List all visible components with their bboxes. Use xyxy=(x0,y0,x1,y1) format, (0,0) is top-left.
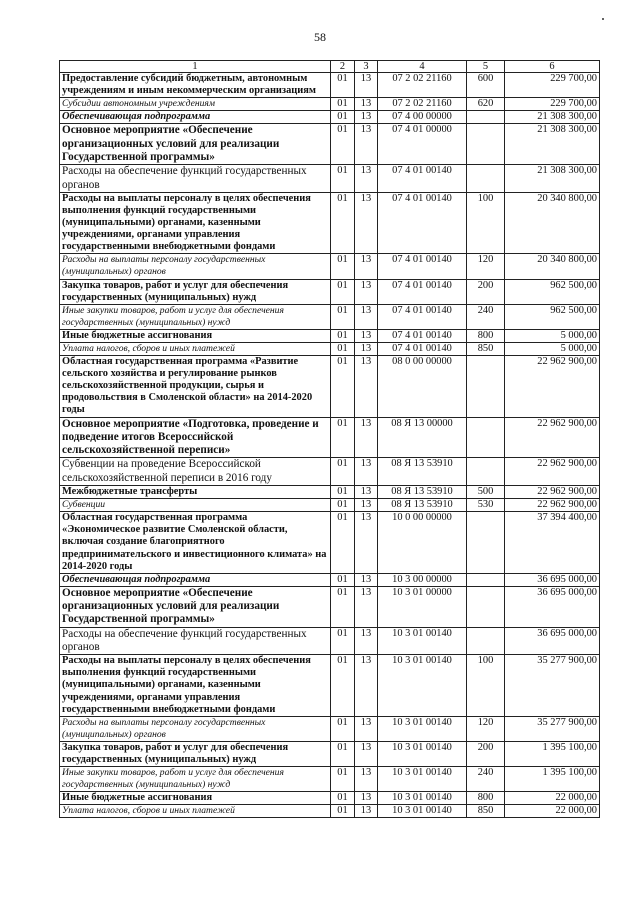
row-subsection-code: 13 xyxy=(355,512,378,573)
row-subsection-code: 13 xyxy=(355,792,378,805)
table-row xyxy=(60,573,600,586)
table-row xyxy=(60,192,600,253)
row-description: Иные закупки товаров, работ и услуг для обеспечения государственных (муниципальных) нужд xyxy=(60,304,331,329)
table-row xyxy=(60,655,600,716)
row-expense-type: 620 xyxy=(467,98,505,111)
row-target-article: 07 2 02 21160 xyxy=(378,73,467,98)
table-row xyxy=(60,165,600,193)
row-section-code: 01 xyxy=(331,124,355,165)
row-subsection-code: 13 xyxy=(355,486,378,499)
header-cell-col3: 3 xyxy=(355,61,378,73)
row-target-article: 08 Я 13 53910 xyxy=(378,486,467,499)
row-subsection-code: 13 xyxy=(355,417,378,458)
row-section-code: 01 xyxy=(331,329,355,342)
row-target-article: 10 3 00 00000 xyxy=(378,573,467,586)
row-expense-type: 800 xyxy=(467,792,505,805)
row-section-code: 01 xyxy=(331,573,355,586)
row-expense-type: 800 xyxy=(467,329,505,342)
row-subsection-code: 13 xyxy=(355,458,378,486)
row-description: Областная государственная программа «Экономическое развитие Смоленской области, включая создание благоприятного предпринимательского и инвестиционного климата» на 2014-2020 годы xyxy=(60,512,331,573)
row-description: Предоставление субсидий бюджетным, автономным учреждениям и иным некоммерческим организациям xyxy=(60,73,331,98)
table-row xyxy=(60,304,600,329)
row-target-article: 07 4 01 00140 xyxy=(378,165,467,193)
row-description: Расходы на выплаты персоналу государственных (муниципальных) органов xyxy=(60,716,331,741)
row-target-article: 07 4 01 00140 xyxy=(378,329,467,342)
row-section-code: 01 xyxy=(331,499,355,512)
row-section-code: 01 xyxy=(331,279,355,304)
row-section-code: 01 xyxy=(331,792,355,805)
row-amount: 20 340 800,00 xyxy=(505,192,600,253)
row-expense-type xyxy=(467,124,505,165)
row-expense-type: 600 xyxy=(467,73,505,98)
row-amount: 21 308 300,00 xyxy=(505,165,600,193)
row-section-code: 01 xyxy=(331,486,355,499)
table-row xyxy=(60,279,600,304)
row-subsection-code: 13 xyxy=(355,73,378,98)
row-target-article: 07 4 01 00000 xyxy=(378,124,467,165)
row-amount: 36 695 000,00 xyxy=(505,573,600,586)
row-target-article: 08 Я 13 00000 xyxy=(378,417,467,458)
table-row xyxy=(60,417,600,458)
table-row xyxy=(60,627,600,655)
row-subsection-code: 13 xyxy=(355,124,378,165)
row-subsection-code: 13 xyxy=(355,111,378,124)
table-row xyxy=(60,356,600,417)
row-target-article: 07 4 01 00140 xyxy=(378,304,467,329)
row-amount: 22 962 900,00 xyxy=(505,499,600,512)
row-description: Субсидии автономным учреждениям xyxy=(60,98,331,111)
row-section-code: 01 xyxy=(331,417,355,458)
table-row xyxy=(60,767,600,792)
row-expense-type: 240 xyxy=(467,767,505,792)
table-row xyxy=(60,254,600,279)
table-row xyxy=(60,486,600,499)
row-target-article: 10 0 00 00000 xyxy=(378,512,467,573)
row-section-code: 01 xyxy=(331,586,355,627)
row-target-article: 10 3 01 00140 xyxy=(378,767,467,792)
row-section-code: 01 xyxy=(331,165,355,193)
row-expense-type xyxy=(467,512,505,573)
row-subsection-code: 13 xyxy=(355,586,378,627)
row-subsection-code: 13 xyxy=(355,329,378,342)
row-section-code: 01 xyxy=(331,627,355,655)
row-description: Основное мероприятие «Обеспечение организационных условий для реализации Государственной программы» xyxy=(60,124,331,165)
row-target-article: 07 4 00 00000 xyxy=(378,111,467,124)
row-subsection-code: 13 xyxy=(355,342,378,355)
budget-table-body xyxy=(60,61,600,818)
row-target-article: 07 4 01 00140 xyxy=(378,192,467,253)
row-target-article: 07 4 01 00140 xyxy=(378,279,467,304)
row-description: Обеспечивающая подпрограмма xyxy=(60,111,331,124)
row-description: Основное мероприятие «Подготовка, проведение и подведение итогов Всероссийской сельскохозяйственной переписи» xyxy=(60,417,331,458)
header-cell-col2: 2 xyxy=(331,61,355,73)
row-expense-type xyxy=(467,111,505,124)
table-row xyxy=(60,586,600,627)
row-description: Уплата налогов, сборов и иных платежей xyxy=(60,805,331,818)
row-amount: 22 962 900,00 xyxy=(505,417,600,458)
row-subsection-code: 13 xyxy=(355,655,378,716)
row-description: Расходы на выплаты персоналу в целях обеспечения выполнения функций государственными (муниципальными) органами, казенными учреждениями, органами управления государственными внебюджетными фондами xyxy=(60,655,331,716)
row-amount: 229 700,00 xyxy=(505,98,600,111)
row-subsection-code: 13 xyxy=(355,627,378,655)
row-description: Межбюджетные трансферты xyxy=(60,486,331,499)
table-row xyxy=(60,329,600,342)
row-description: Основное мероприятие «Обеспечение организационных условий для реализации Государственной программы» xyxy=(60,586,331,627)
table-row xyxy=(60,73,600,98)
row-subsection-code: 13 xyxy=(355,573,378,586)
row-section-code: 01 xyxy=(331,741,355,766)
row-description: Субвенции на проведение Всероссийской сельскохозяйственной переписи в 2016 году xyxy=(60,458,331,486)
row-section-code: 01 xyxy=(331,805,355,818)
row-expense-type xyxy=(467,573,505,586)
row-target-article: 08 0 00 00000 xyxy=(378,356,467,417)
row-target-article: 10 3 01 00140 xyxy=(378,805,467,818)
row-expense-type: 120 xyxy=(467,716,505,741)
row-target-article: 10 3 01 00000 xyxy=(378,586,467,627)
header-cell-col1: 1 xyxy=(60,61,331,73)
row-expense-type: 100 xyxy=(467,655,505,716)
table-row xyxy=(60,716,600,741)
page-number: 58 xyxy=(314,30,326,44)
header-cell-col6: 6 xyxy=(505,61,600,73)
row-expense-type xyxy=(467,417,505,458)
row-expense-type xyxy=(467,458,505,486)
row-amount: 5 000,00 xyxy=(505,342,600,355)
row-amount: 22 962 900,00 xyxy=(505,458,600,486)
row-expense-type xyxy=(467,356,505,417)
row-target-article: 10 3 01 00140 xyxy=(378,792,467,805)
table-row xyxy=(60,512,600,573)
row-amount: 36 695 000,00 xyxy=(505,627,600,655)
row-section-code: 01 xyxy=(331,111,355,124)
row-expense-type: 240 xyxy=(467,304,505,329)
row-amount: 35 277 900,00 xyxy=(505,655,600,716)
row-expense-type: 500 xyxy=(467,486,505,499)
row-description: Субвенции xyxy=(60,499,331,512)
row-target-article: 10 3 01 00140 xyxy=(378,716,467,741)
row-amount: 1 395 100,00 xyxy=(505,741,600,766)
table-row xyxy=(60,124,600,165)
table-row xyxy=(60,499,600,512)
row-section-code: 01 xyxy=(331,98,355,111)
row-subsection-code: 13 xyxy=(355,499,378,512)
row-amount: 22 000,00 xyxy=(505,792,600,805)
header-cell-col4: 4 xyxy=(378,61,467,73)
row-subsection-code: 13 xyxy=(355,767,378,792)
row-target-article: 08 Я 13 53910 xyxy=(378,499,467,512)
row-target-article: 10 3 01 00140 xyxy=(378,627,467,655)
row-expense-type: 100 xyxy=(467,192,505,253)
row-amount: 22 000,00 xyxy=(505,805,600,818)
row-section-code: 01 xyxy=(331,342,355,355)
row-description: Расходы на выплаты персоналу в целях обеспечения выполнения функций государственными (муниципальными) органами, казенными учреждениями, органами управления государственными внебюджетными фондами xyxy=(60,192,331,253)
row-expense-type: 200 xyxy=(467,279,505,304)
header-row xyxy=(60,61,600,73)
row-amount: 36 695 000,00 xyxy=(505,586,600,627)
row-amount: 35 277 900,00 xyxy=(505,716,600,741)
row-subsection-code: 13 xyxy=(355,279,378,304)
row-expense-type: 850 xyxy=(467,805,505,818)
row-description: Областная государственная программа «Развитие сельского хозяйства и регулирование рынков сельскохозяйственной продукции, сырья и продовольствия в Смоленской области» на 2014-2020 годы xyxy=(60,356,331,417)
row-amount: 5 000,00 xyxy=(505,329,600,342)
row-section-code: 01 xyxy=(331,304,355,329)
table-row xyxy=(60,111,600,124)
row-amount: 962 500,00 xyxy=(505,304,600,329)
row-section-code: 01 xyxy=(331,254,355,279)
row-expense-type xyxy=(467,165,505,193)
row-description: Закупка товаров, работ и услуг для обеспечения государственных (муниципальных) нужд xyxy=(60,279,331,304)
row-description: Уплата налогов, сборов и иных платежей xyxy=(60,342,331,355)
row-expense-type xyxy=(467,586,505,627)
row-amount: 20 340 800,00 xyxy=(505,254,600,279)
row-expense-type: 530 xyxy=(467,499,505,512)
table-row xyxy=(60,741,600,766)
row-expense-type: 850 xyxy=(467,342,505,355)
row-description: Закупка товаров, работ и услуг для обеспечения государственных (муниципальных) нужд xyxy=(60,741,331,766)
row-amount: 37 394 400,00 xyxy=(505,512,600,573)
row-expense-type xyxy=(467,627,505,655)
row-amount: 22 962 900,00 xyxy=(505,486,600,499)
row-amount: 962 500,00 xyxy=(505,279,600,304)
row-subsection-code: 13 xyxy=(355,304,378,329)
row-subsection-code: 13 xyxy=(355,356,378,417)
row-subsection-code: 13 xyxy=(355,192,378,253)
row-amount: 21 308 300,00 xyxy=(505,111,600,124)
row-section-code: 01 xyxy=(331,716,355,741)
table-row xyxy=(60,792,600,805)
row-amount: 1 395 100,00 xyxy=(505,767,600,792)
budget-table xyxy=(59,60,600,818)
row-description: Иные бюджетные ассигнования xyxy=(60,329,331,342)
table-row xyxy=(60,98,600,111)
table-row xyxy=(60,342,600,355)
row-description: Расходы на обеспечение функций государственных органов xyxy=(60,627,331,655)
row-section-code: 01 xyxy=(331,458,355,486)
row-section-code: 01 xyxy=(331,192,355,253)
row-amount: 22 962 900,00 xyxy=(505,356,600,417)
row-description: Обеспечивающая подпрограмма xyxy=(60,573,331,586)
row-subsection-code: 13 xyxy=(355,805,378,818)
row-expense-type: 200 xyxy=(467,741,505,766)
row-target-article: 10 3 01 00140 xyxy=(378,655,467,716)
row-target-article: 07 2 02 21160 xyxy=(378,98,467,111)
table-row xyxy=(60,458,600,486)
row-target-article: 08 Я 13 53910 xyxy=(378,458,467,486)
row-section-code: 01 xyxy=(331,356,355,417)
row-section-code: 01 xyxy=(331,767,355,792)
row-section-code: 01 xyxy=(331,512,355,573)
row-subsection-code: 13 xyxy=(355,254,378,279)
row-section-code: 01 xyxy=(331,655,355,716)
row-section-code: 01 xyxy=(331,73,355,98)
row-description: Расходы на обеспечение функций государственных органов xyxy=(60,165,331,193)
row-target-article: 07 4 01 00140 xyxy=(378,254,467,279)
header-cell-col5: 5 xyxy=(467,61,505,73)
row-amount: 229 700,00 xyxy=(505,73,600,98)
row-target-article: 10 3 01 00140 xyxy=(378,741,467,766)
row-description: Иные закупки товаров, работ и услуг для обеспечения государственных (муниципальных) нужд xyxy=(60,767,331,792)
row-description: Расходы на выплаты персоналу государственных (муниципальных) органов xyxy=(60,254,331,279)
row-target-article: 07 4 01 00140 xyxy=(378,342,467,355)
row-subsection-code: 13 xyxy=(355,98,378,111)
row-amount: 21 308 300,00 xyxy=(505,124,600,165)
row-subsection-code: 13 xyxy=(355,165,378,193)
row-subsection-code: 13 xyxy=(355,716,378,741)
row-subsection-code: 13 xyxy=(355,741,378,766)
table-row xyxy=(60,805,600,818)
scan-speck xyxy=(602,18,604,20)
row-expense-type: 120 xyxy=(467,254,505,279)
row-description: Иные бюджетные ассигнования xyxy=(60,792,331,805)
